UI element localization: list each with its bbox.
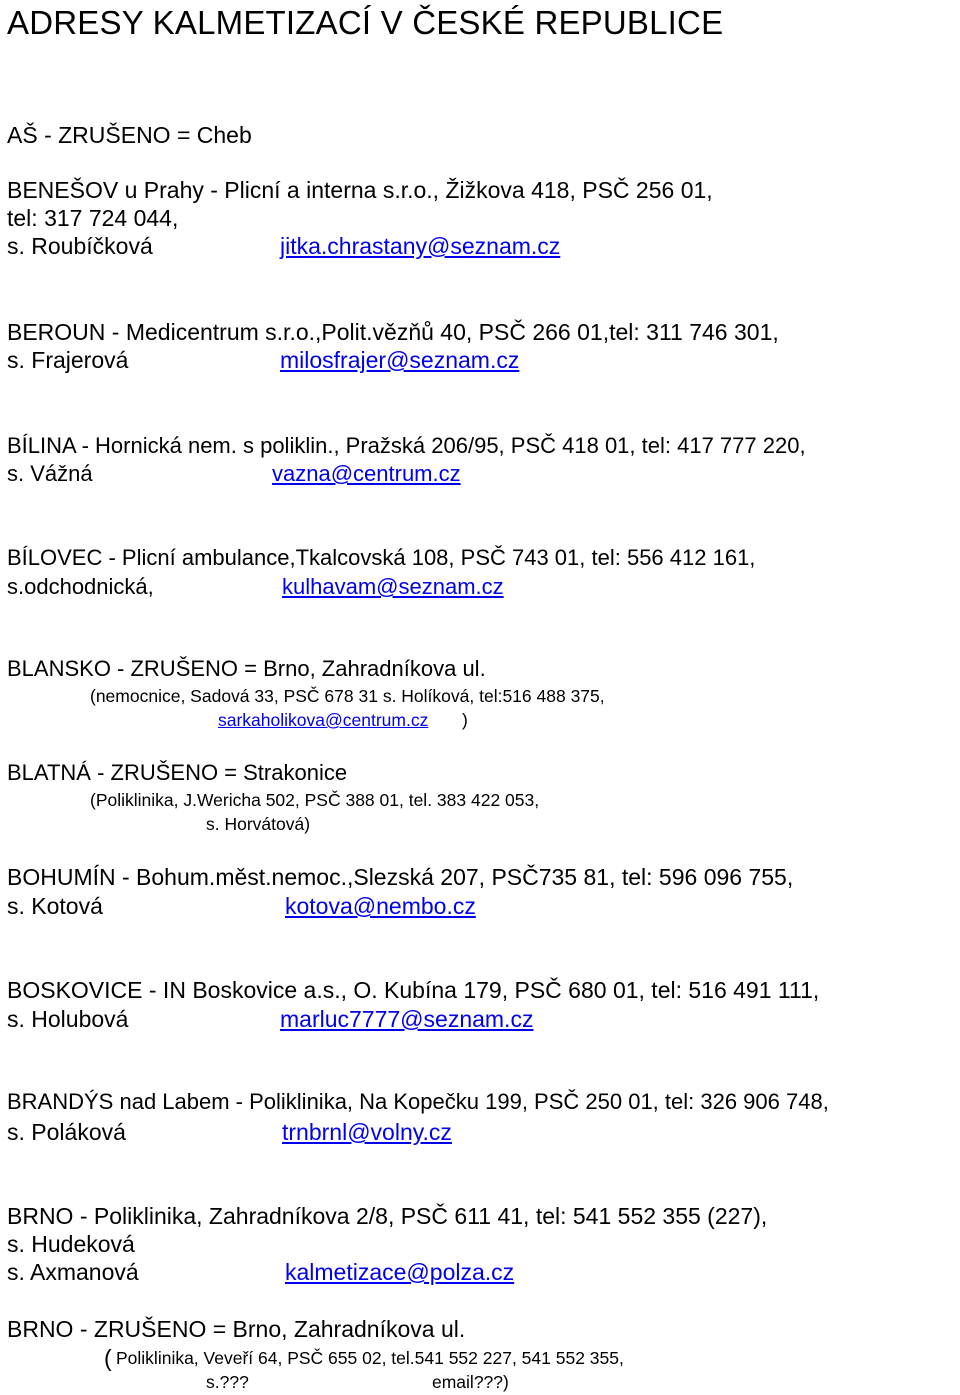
entry-bilovec-line1: BÍLOVEC - Plicní ambulance,Tkalcovská 108, PSČ 743 01, tel: 556 412 161, xyxy=(7,545,756,570)
entry-boskovice-line1: BOSKOVICE - IN Boskovice a.s., O. Kubína 179, PSČ 680 01, tel: 516 491 111, xyxy=(7,977,820,1003)
page-title: ADRESY KALMETIZACÍ V ČESKÉ REPUBLICE xyxy=(7,4,724,41)
entry-bilina-contact: s. Vážná xyxy=(7,461,93,486)
entry-benesov-contact: s. Roubíčková xyxy=(7,233,153,259)
entry-blansko-line1: BLANSKO - ZRUŠENO = Brno, Zahradníkova ul. xyxy=(7,656,486,681)
entry-bilovec-email-link[interactable]: kulhavam@seznam.cz xyxy=(282,574,504,599)
entry-brno-line2: s. Hudeková xyxy=(7,1231,135,1257)
entry-blansko-email-suffix: ) xyxy=(462,710,468,730)
entry-blansko-email-link[interactable]: sarkaholikova@centrum.cz xyxy=(218,710,429,730)
entry-benesov-email-link[interactable]: jitka.chrastany@seznam.cz xyxy=(280,233,561,259)
entry-brno2-paren: ( xyxy=(104,1345,112,1371)
entry-brno2-line1: BRNO - ZRUŠENO = Brno, Zahradníkova ul. xyxy=(7,1316,466,1342)
entry-blatna-line2: (Poliklinika, J.Wericha 502, PSČ 388 01, tel. 383 422 053, xyxy=(90,790,540,810)
entry-bohumin-line1: BOHUMÍN - Bohum.měst.nemoc.,Slezská 207, PSČ735 81, tel: 596 096 755, xyxy=(7,864,794,890)
entry-blansko-line2: (nemocnice, Sadová 33, PSČ 678 31 s. Holíková, tel:516 488 375, xyxy=(90,686,605,706)
entry-brno2-line3b: email???) xyxy=(432,1372,509,1392)
entry-benesov-line2: tel: 317 724 044, xyxy=(7,205,179,231)
entry-benesov-line1: BENEŠOV u Prahy - Plicní a interna s.r.o., Žižkova 418, PSČ 256 01, xyxy=(7,177,713,203)
entry-as-line1: AŠ - ZRUŠENO = Cheb xyxy=(7,122,252,148)
entry-boskovice-contact: s. Holubová xyxy=(7,1006,129,1032)
entry-brno-line1: BRNO - Poliklinika, Zahradníkova 2/8, PSČ 611 41, tel: 541 552 355 (227), xyxy=(7,1203,768,1229)
entry-beroun-email-link[interactable]: milosfrajer@seznam.cz xyxy=(280,347,520,373)
entry-boskovice-email-link[interactable]: marluc7777@seznam.cz xyxy=(280,1006,534,1032)
entry-beroun-line1: BEROUN - Medicentrum s.r.o.,Polit.vězňů 40, PSČ 266 01,tel: 311 746 301, xyxy=(7,319,779,345)
entry-bohumin-email-link[interactable]: kotova@nembo.cz xyxy=(285,893,476,919)
entry-brno2-line2: Poliklinika, Veveří 64, PSČ 655 02, tel.541 552 227, 541 552 355, xyxy=(116,1348,624,1368)
entry-brandys-line1: BRANDÝS nad Labem - Poliklinika, Na Kopečku 199, PSČ 250 01, tel: 326 906 748, xyxy=(7,1089,829,1114)
entry-blatna-line3: s. Horvátová) xyxy=(206,814,311,834)
entry-bilina-line1: BÍLINA - Hornická nem. s poliklin., Pražská 206/95, PSČ 418 01, tel: 417 777 220, xyxy=(7,433,806,458)
entry-brno-contact: s. Axmanová xyxy=(7,1259,139,1285)
entry-brandys-contact: s. Poláková xyxy=(7,1119,126,1145)
entry-bohumin-contact: s. Kotová xyxy=(7,893,103,919)
entry-brno2-line3a: s.??? xyxy=(206,1372,249,1392)
entry-brno-email-link[interactable]: kalmetizace@polza.cz xyxy=(285,1259,515,1285)
entry-bilina-email-link[interactable]: vazna@centrum.cz xyxy=(272,461,461,486)
entry-blatna-line1: BLATNÁ - ZRUŠENO = Strakonice xyxy=(7,760,348,785)
entry-brandys-email-link[interactable]: trnbrnl@volny.cz xyxy=(282,1119,452,1145)
entry-bilovec-contact: s.odchodnická, xyxy=(7,574,154,599)
entry-beroun-contact: s. Frajerová xyxy=(7,347,129,373)
